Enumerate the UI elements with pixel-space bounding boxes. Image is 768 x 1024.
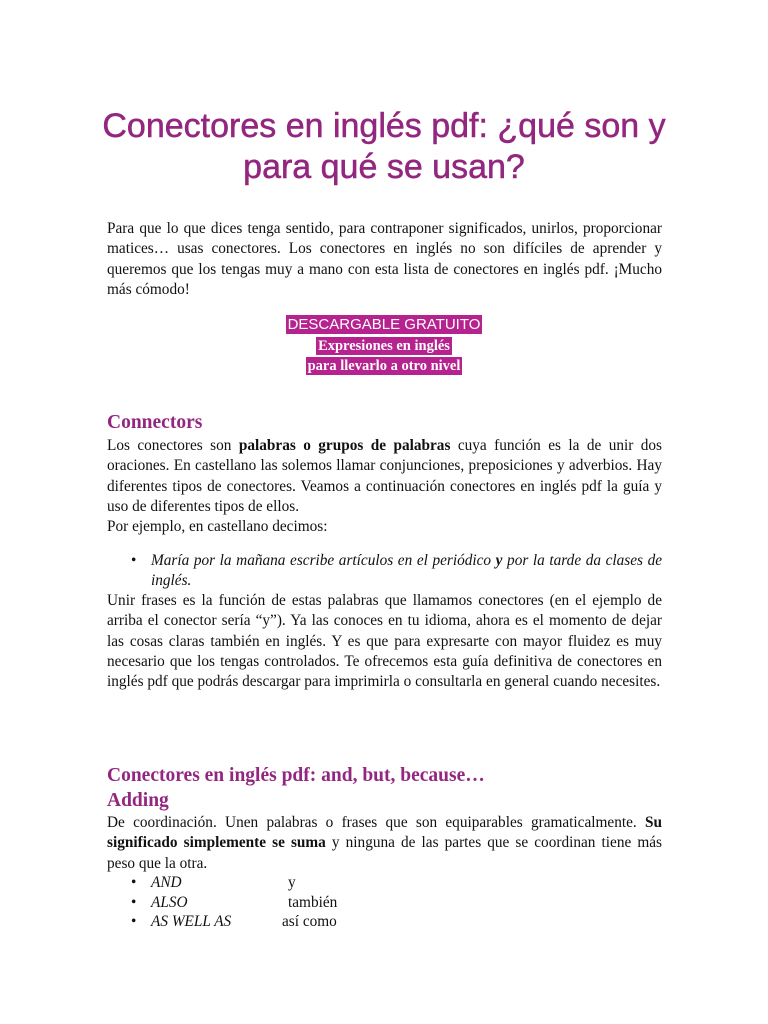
connector-term: ALSO — [151, 893, 188, 911]
intro-paragraph: Para que lo que dices tenga sentido, para contraponer significados, unirlos, proporcionar matices… usas conectores. Los conectores en inglés no son difíciles de aprender y queremos que los tengas muy a mano con esta lista de conectores en inglés pdf. ¡Mucho más cómodo! — [107, 220, 662, 298]
adding-heading: Adding — [107, 790, 169, 811]
adding-paragraph — [107, 813, 662, 874]
connector-translation: así como — [282, 913, 337, 930]
next-level-link[interactable] — [0, 357, 768, 375]
connectors-heading: Connectors — [107, 412, 203, 433]
example-list — [107, 551, 662, 592]
adding-bold-phrase: Su significado simplemente se suma — [107, 814, 662, 852]
example-text-start: María por la mañana escribe artículos en el periódico — [151, 552, 496, 569]
connectors-text-end: cuya función es la de unir dos oraciones. En castellano las solemos llamar conjunciones, preposiciones y adverbios. Hay diferentes tipos de conectores. Veamos a continuación conectores en inglés pdf la guía y uso de diferentes tipos de ellos. — [107, 437, 663, 515]
example-intro: Por ejemplo, en castellano decimos: — [107, 518, 328, 536]
connector-term: AND — [151, 874, 182, 891]
connector-translation: y — [288, 874, 296, 891]
followup-paragraph: Unir frases es la función de estas palabras que llamamos conectores (en el ejemplo de arriba el conector sería “y”). Ya las conoces en tu idioma, ahora es el momento de dejar las cosas claras también en inglés. Y es que para expresarte con mayor fluidez es muy necesario que los tengas controlados. Te ofrecemos esta guía definitiva de conectores en inglés pdf que podrás descargar para imprimirla o consultarla en general cuando necesites. — [107, 592, 662, 691]
bullet-icon: • — [131, 913, 137, 930]
section-heading-pdf: Conectores en inglés pdf: and, but, because… — [107, 765, 485, 786]
adding-text-start: De coordinación. Unen palabras o frases que son equiparables gramaticalmente. — [107, 814, 645, 831]
next-level-link-label[interactable]: para llevarlo a otro nivel — [307, 358, 461, 374]
expressions-link-label[interactable]: Expresiones en inglés — [318, 338, 450, 354]
bullet-icon: • — [131, 874, 137, 891]
example-connector: y — [495, 552, 503, 569]
free-download-label[interactable]: DESCARGABLE GRATUITO — [287, 316, 481, 333]
connectors-paragraph — [107, 436, 662, 537]
bullet-icon: • — [131, 552, 137, 569]
example-text-end: por la tarde da clases de inglés. — [151, 552, 663, 590]
connectors-text-start: Los conectores son — [107, 437, 239, 454]
list-item — [107, 873, 662, 893]
connector-translation: también — [288, 893, 338, 911]
list-item — [107, 912, 662, 932]
adding-text-end: y ninguna de las partes que se coordinan tiene más peso que la otra. — [107, 834, 662, 872]
example-item — [107, 551, 662, 592]
connectors-bold-phrase: palabras o grupos de palabras — [238, 437, 451, 454]
bullet-icon: • — [131, 893, 137, 911]
connector-term: AS WELL AS — [151, 913, 232, 930]
list-item — [107, 893, 662, 913]
expressions-link[interactable] — [0, 337, 768, 355]
connector-word-list — [107, 873, 662, 932]
free-download-banner[interactable] — [0, 316, 768, 334]
document-title: Conectores en inglés pdf: ¿qué son y para qué se usan? — [102, 107, 666, 186]
